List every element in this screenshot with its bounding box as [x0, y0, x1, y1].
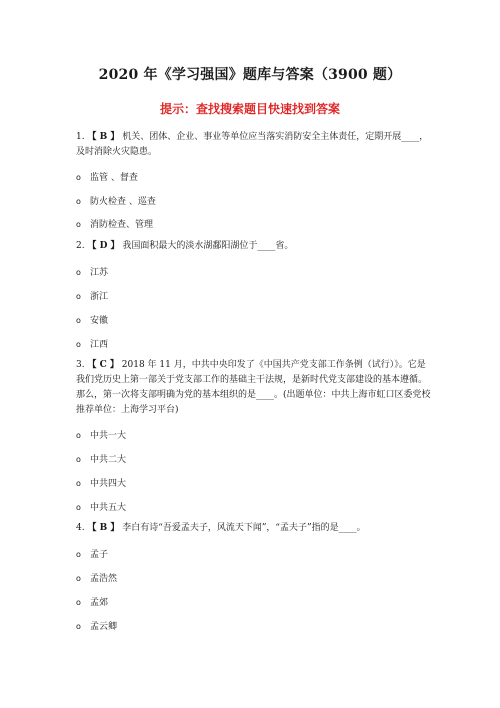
option	[76, 430, 126, 442]
option	[76, 267, 108, 279]
question-number: 1.	[76, 132, 85, 142]
option	[76, 454, 126, 466]
option-text: 江苏	[90, 268, 109, 278]
bullet-icon: o	[76, 316, 81, 325]
bullet-icon: o	[76, 622, 81, 631]
option	[76, 573, 117, 585]
option-text: 孟云卿	[90, 622, 118, 632]
option	[76, 219, 153, 231]
option	[76, 339, 108, 351]
bullet-icon: o	[76, 173, 81, 182]
question-2	[76, 239, 432, 254]
option	[76, 597, 108, 609]
option-text: 孟郊	[90, 598, 109, 608]
bullet-icon: o	[76, 503, 81, 512]
question-number: 3.	[76, 360, 85, 370]
option	[76, 502, 126, 514]
option	[76, 549, 108, 561]
option-text: 孟浩然	[90, 574, 118, 584]
answer-key: 【 B 】	[87, 523, 120, 533]
option	[76, 196, 156, 208]
option-text: 中共四大	[90, 479, 127, 489]
option-text: 消防检查、管理	[90, 220, 154, 230]
bullet-icon: o	[76, 340, 81, 349]
answer-key: 【 C 】	[87, 360, 119, 370]
option-text: 监管 、督查	[90, 173, 138, 183]
bullet-icon: o	[76, 574, 81, 583]
option	[76, 172, 138, 184]
option-text: 浙江	[90, 292, 109, 302]
bullet-icon: o	[76, 220, 81, 229]
bullet-icon: o	[76, 479, 81, 488]
question-3	[76, 358, 440, 418]
bullet-icon: o	[76, 455, 81, 464]
option	[76, 621, 117, 633]
bullet-icon: o	[76, 268, 81, 277]
document-title: 2020 年《学习强国》题库与答案（3900 题）	[98, 67, 402, 83]
answer-key: 【 B 】	[87, 132, 120, 142]
question-text: 我国面积最大的淡水湖鄱阳湖位于____省。	[122, 241, 294, 251]
option-text: 中共二大	[90, 455, 127, 465]
answer-key: 【 D 】	[87, 241, 120, 251]
question-text: 李白有诗“吾爱孟夫子，风流天下闻”，“孟夫子”指的是____。	[122, 523, 366, 533]
question-1	[76, 130, 432, 160]
question-4	[76, 521, 432, 536]
bullet-icon: o	[76, 292, 81, 301]
bullet-icon: o	[76, 431, 81, 440]
option-text: 中共五大	[90, 503, 127, 513]
option-text: 安徽	[90, 316, 109, 326]
question-text: 机关、团体、企业、事业等单位应当落实消防安全主体责任，定期开展____，及时消除火灾隐患。	[76, 132, 429, 157]
bullet-icon: o	[76, 598, 81, 607]
option-text: 防火检查 、巡查	[90, 197, 156, 207]
bullet-icon: o	[76, 550, 81, 559]
option	[76, 315, 108, 327]
option-text: 孟子	[90, 550, 109, 560]
question-number: 2.	[76, 241, 85, 251]
option-text: 中共一大	[90, 431, 127, 441]
option	[76, 478, 126, 490]
question-number: 4.	[76, 523, 85, 533]
bullet-icon: o	[76, 197, 81, 206]
option-text: 江西	[90, 340, 109, 350]
question-text: 2018 年 11 月，中共中央印发了《中国共产党支部工作条例（试行）》。它是我们党历史上第一部关于党支部工作的基础主干法规，是新时代党支部建设的基本遵循。那么，第一次将支部明确为党的基本组织的是____。(出题单位：中共上海市虹口区委党校 推荐单位：上海学习平台)	[76, 360, 440, 415]
option	[76, 291, 108, 303]
search-hint: 提示：查找搜索题目快速找到答案	[159, 102, 340, 116]
